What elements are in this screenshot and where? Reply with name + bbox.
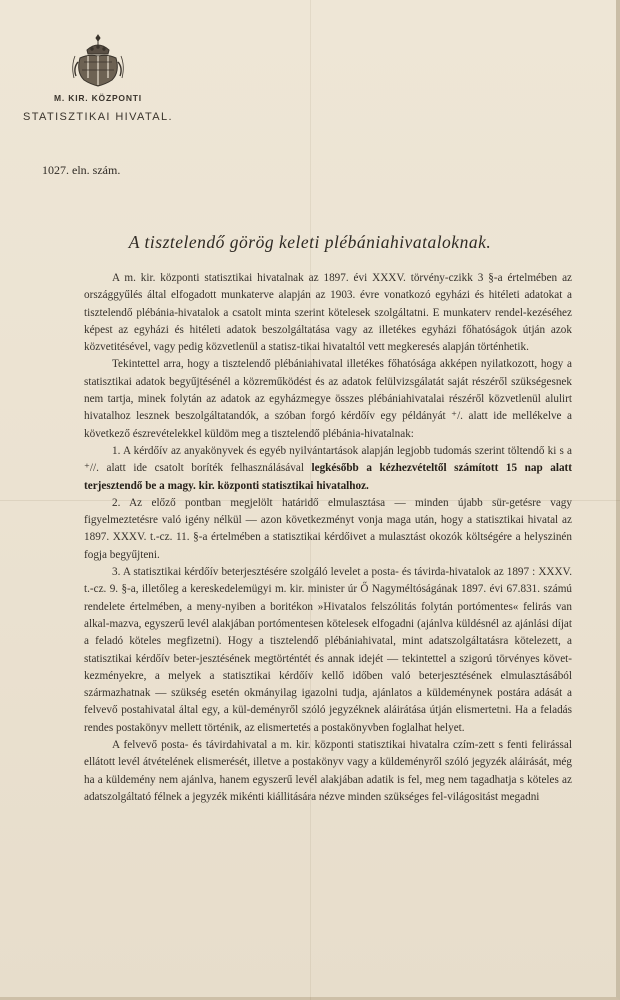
paragraph-4: 2. Az előző pontban megjelölt határidő elmulasztása — minden újabb sür-getésre vagy figyelmeztetésre való igény nélkül — azon következményt vonja maga után, hogy a statisztikai hivatal az 1897. XXXV. t.-cz. 11. §-a értelmében a statisztikai kérdőivet a mulasztást okozók költségére a helyszinén fogja begyűjteni. bbox=[84, 496, 572, 561]
paragraph-3-text: 1. A kérdőív az anyakönyvek és egyéb nyilvántartások alapján legjobb tudomás szerint töltendő ki s a ⁺//. alatt ide csatolt boríték felhasználásával bbox=[84, 444, 572, 475]
paragraph-3-deadline: legkésőbb a kézhezvételtől számított 15 nap alatt terjesztendő be a magy. kir. központi statisztikai hivatalhoz. bbox=[84, 462, 572, 492]
paragraph-2: Tekintettel arra, hogy a tisztelendő plébániahivatal illetékes főhatósága akképen nyilatkozott, hogy a statisztikai adatok begyűjtésénél a közreműködést és az adatok felülvizsgálatát saját részéről szükségesnek nem tartja, minek folytán az adatok az egyházmegye összes plébániahivatalai részéről közvetlenül alulirt hivatalhoz lesznek beszolgáltatandók, a szóban forgó kérdőív egy példányát ⁺/. alatt ide mellékelve a következő észrevételekkel küldöm meg a tisztelendő plébánia-hivatalnak: bbox=[84, 358, 572, 440]
hungarian-crown-crest-icon bbox=[70, 32, 126, 88]
letter-body bbox=[84, 270, 572, 806]
org-name-line2: STATISZTIKAI HIVATAL. bbox=[22, 111, 173, 123]
paragraph-6: A felvevő posta- és távirdahivatal a m. kir. központi statisztikai hivatalra czím-zett s fenti felirással ellátott levél átvételének elismerését, illetve a postakönyv vagy a küldeményről szóló jegyzék aláirását, még ha a küldemény nem ajánlva, hanem egyszerű levél alakjában adatik is fel, meg nem tagadhatja s köteles az adatszolgáltató félnek a jegyzék mikénti kiállitására nézve minden szükséges fel-világositást megadni bbox=[84, 739, 572, 803]
reference-number: 1027. eln. szám. bbox=[42, 163, 121, 177]
org-name-line1: M. KIR. KÖZPONTI bbox=[54, 93, 142, 103]
paragraph-1: A m. kir. központi statisztikai hivatalnak az 1897. évi XXXV. törvény-czikk 3 §-a értelmében az országgyűlés által elfogadott munkaterve alapján az 1903. évre vonatkozó egyházi és hitéleti adatokat a tisztelendő plébánia-hivatalok a csatolt minta szerint kötelesek szolgáltatni. E munkaterv rendel-kezéséhez képest az egyházi és hitéleti adatok beszolgáltatása vagy az illetékes egyházi főhatóságok útján azok közvetitésével, vagy pedig közvetlenül a statisz-tikai hivataltól vett megkeresés alapján történhetik. bbox=[84, 272, 572, 354]
document-title: A tisztelendő görög keleti plébániahivataloknak. bbox=[128, 232, 492, 252]
paragraph-3 bbox=[84, 443, 572, 495]
paragraph-5: 3. A statisztikai kérdőív beterjesztésére szolgáló levelet a posta- és távirda-hivatalok az 1897 : XXXV. t.-cz. 9. §-a, illetőleg a kereskedelemügyi m. kir. minister úr Ő Nagyméltóságának 1897. évi 67.831. számú rendelete értelmében, a meny-nyiben a boritékon »Hivatalos felszólitás folytán portómentes« felirás van alkal-mazva, egyszerű levél alakjában portómentesen kötelesek elfogadni (ajánlva küldésnél az ajánlási díjat a feladó köteles megfizetni). Hogy a tisztelendő plébániahivatal, mint adatszolgáltatásra kötelezett, a statisztikai kérdőív beter-jesztésének megtörténtét és annak idejét — tekintettel a szigorú törvényes követ-kezményekre, a melyek a statisztikai kérdőív kellő időben való beterjesztésének elmulasztásából származhatnak — szükség esetén okmányilag igazolni tudja, ajánlatos a küldeménynek postára adását a felvevő postahivatal által egy, a kül-deményről szóló jegyzéknek aláirátása útján elismertetni. Ha a feladás rendes postakönyv mellett történik, az elismertetés a postakönyvben foglalhat helyet. bbox=[84, 566, 572, 734]
letterhead bbox=[18, 32, 178, 123]
